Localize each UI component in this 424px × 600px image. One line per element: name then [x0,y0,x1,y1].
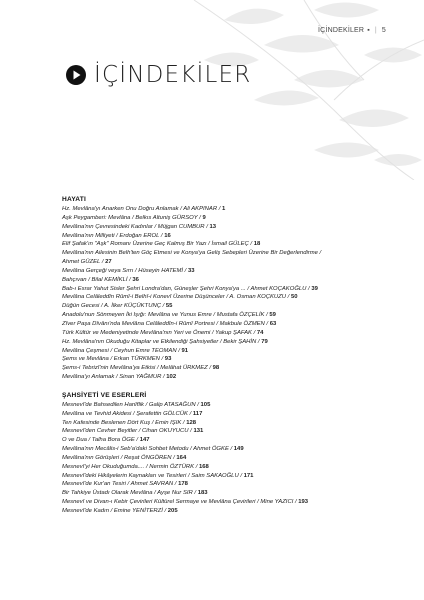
entry-title: Bir Tahkiye Üstadı Olarak Mevlâna / Ayşe Nur SIR / [62,490,198,497]
entry-page-number: 1 [222,206,226,212]
running-head [318,27,386,34]
toc-entry [62,258,392,267]
entry-page-number: 59 [269,312,276,319]
entry-title: Mesnevî'den Cevher Beyitler / Cihan OKUYUCU / [62,428,194,435]
entry-title: Türk Kültür ve Medeniyetinde Mevlâna'nın Yeri ve Önemi / Yakup ŞAFAK / [62,329,257,336]
entry-title: Anadolu'nun Sönmeyen İki Işığı: Mevlâna ve Yunus Emre / Mustafa ÖZÇELİK / [62,312,270,319]
toc-entry [62,276,392,285]
entry-page-number: 183 [197,490,208,497]
section-heading: HAYATI [62,196,87,203]
toc-section [62,196,392,382]
entry-page-number: 168 [198,463,209,470]
entry-page-number: 50 [290,294,298,301]
toc-entry [62,223,392,232]
entry-page-number: 128 [186,419,197,426]
toc-entry [62,240,392,249]
entry-title: Mevlâna'nın Mecâlis-i Seb'a'daki Sohbet Metodu / Ahmet ÖGKE / [62,446,234,453]
toc-entry [62,205,392,214]
entry-title: Hz. Mevlâna'nın Okuduğu Kitaplar ve Etkilendiği Şahsiyetler / Bekir ŞAHİN / [62,338,262,345]
entry-title: Şems ve Mevlâna / Erkan TÜRKMEN / [62,356,165,363]
entry-title: Ahmet GÜZEL / [62,259,106,266]
entry-page-number: 9 [202,214,206,221]
toc-entry [62,329,392,338]
entry-title: Şems-i Tebrizî'nin Mevlâna'ya Etkisi / Melâhat ÜRKMEZ / [62,365,213,372]
running-head-label: İÇİNDEKİLER [318,27,365,34]
entry-title: Mesnevî'de Bahsedilen Hanîflik / Galip ATASAĞUN / [62,401,201,408]
entry-page-number: 39 [311,285,318,292]
toc-entry [62,498,392,507]
entry-page-number: 36 [132,276,139,283]
toc-entry [62,293,392,302]
entry-title: Mevlâna Çeşmesi / Ceyhun Emre TEOMAN / [62,347,182,354]
entry-title: Mevlâna'nın Milliyeti / Erdoğan EROL / [62,232,165,239]
page-number: 5 [381,27,386,34]
entry-page-number: 91 [181,347,189,354]
toc-entry [62,401,392,410]
page-title: İÇİNDEKİLER [94,62,252,88]
toc-section [62,392,392,516]
entry-page-number: 205 [167,508,178,514]
entry-page-number: 117 [192,410,203,417]
toc-entry [62,214,392,223]
toc-entry [62,285,392,294]
entry-page-number: 102 [166,374,177,381]
toc-entry [62,445,392,454]
entry-page-number: 16 [164,232,171,239]
entry-title: Mevlâna'nın Ailesinin Belh'ten Göç Etmesi ve Konya'ya Geliş Sebepleri Üzerine Bir Değerlendirme / [62,250,322,257]
entry-page-number: 93 [164,356,172,363]
entry-title: Aşk Peygamberi: Mevlâna / Belkıs Altuniş GÜRSOY / [62,214,203,221]
entry-page-number: 55 [165,303,173,310]
entry-title: Mesnevî'deki Hikâyelerin Kaynakları ve Tesirleri / Saim SAKAOĞLU / [62,472,244,479]
entry-title: Mesnevî ve Divan-ı Kebir Çevirileri Kültürel Sermaye ve Mevlâna Çevirileri / Mine YAZICI / [62,499,299,506]
entry-title: Mesnevî'yi Her Okuduğumda.... / Nermin ÖZTÜRK / [62,463,199,470]
entry-page-number: 171 [243,472,254,479]
entry-page-number: 13 [209,223,217,230]
entry-page-number: 131 [193,428,204,435]
toc-entry [62,436,392,445]
toc-entry [62,347,392,356]
entry-page-number: 98 [212,365,220,372]
toc-entry [62,463,392,472]
entry-title: Bab-ı Esrar Yahut Sisler Şehri Londra'dan, Güneşler Şehri Konya'ya ... / Ahmet KOÇAKOĞLU / [62,285,312,292]
toc-entry [62,419,392,428]
entry-title: Düğün Gecesi / A. İlker KÜÇÜKTUNÇ / [62,303,166,310]
toc-entry [62,427,392,436]
entry-title: Mevlâna'nın Görüşleri / Reşat ÖNGÖREN / [62,454,177,461]
toc-entry [62,373,392,382]
entry-title: Zîver Paşa Dîvânı'nda Mevlâna Celâleddîn-i Rûmî Portresi / Makbule ÖZMEN / [62,320,270,327]
entry-title: Mesnevî'de Kur'an Tesiri / Ahmet SAVRAN / [62,481,179,488]
toc-entry [62,489,392,498]
entry-title: Mevlâna Gerçeği veya Sırrı / Hüseyin HATEMİ / [62,267,188,274]
entry-page-number: 147 [139,437,150,444]
entry-page-number: 79 [261,338,268,345]
entry-title: Mevlâna Celâleddîn Rûmî-i Belhî-i Konevî Üzerine Düşünceler / A. Osman KOÇKUZU / [62,294,291,301]
entry-page-number: 33 [187,267,195,274]
toc-entry [62,364,392,373]
play-icon [66,65,86,85]
toc-entry [62,480,392,489]
entry-page-number: 178 [178,481,188,488]
separator: | [374,27,377,34]
entry-page-number: 27 [105,259,112,266]
entry-title: Mesnevî'de Kadın / Emine YENİTERZİ / [62,508,168,514]
toc-entry [62,338,392,347]
toc-entry [62,472,392,481]
entry-title: Ten Kafesinde Beslenen Dört Kuş / Emin IŞIK / [62,419,187,426]
entry-title: Bahçıvan / Bilal KEMİKLİ / [62,276,133,283]
entry-page-number: 164 [176,454,187,461]
toc-entry [62,355,392,364]
toc-entry [62,302,392,311]
entry-title: Mevlâna ve Tevhid Akidesi / Şerafettin GÖLCÜK / [62,410,193,417]
entry-title: Hz. Mevlâna'yı Anarken Onu Doğru Anlamak / Ali AKPINAR / [62,206,223,212]
entry-page-number: 193 [298,499,309,506]
entry-title: Mevlâna'nın Çevresindeki Kadınlar / Müjgan CUMBUR / [62,223,210,230]
toc-entry [62,507,392,516]
toc-entry [62,267,392,276]
entry-title: O ve Dua / Talha Bora ÖGE / [62,437,140,444]
bullet-icon: ▪ [367,27,370,34]
toc-entry [62,320,392,329]
entry-page-number: 149 [233,446,244,453]
toc-entry [62,454,392,463]
toc-entry [62,232,392,241]
toc-entry [62,410,392,419]
section-heading: ŞAHSİYETİ VE ESERLERİ [62,391,147,399]
entry-title: Elif Şafak'ın "Aşk" Romanı Üzerine Geç Kalmış Bir Yazı / İsmail GÜLEÇ / [62,241,254,248]
entry-page-number: 74 [256,329,264,336]
entry-page-number: 63 [269,320,277,327]
toc-entry [62,311,392,320]
title-row [66,62,251,88]
entry-title: Mevlâna'yı Anlamak / Sinan YAĞMUR / [62,374,167,381]
entry-page-number: 105 [200,401,211,408]
table-of-contents [62,196,392,516]
toc-entry [62,249,392,258]
entry-page-number: 18 [253,241,261,248]
